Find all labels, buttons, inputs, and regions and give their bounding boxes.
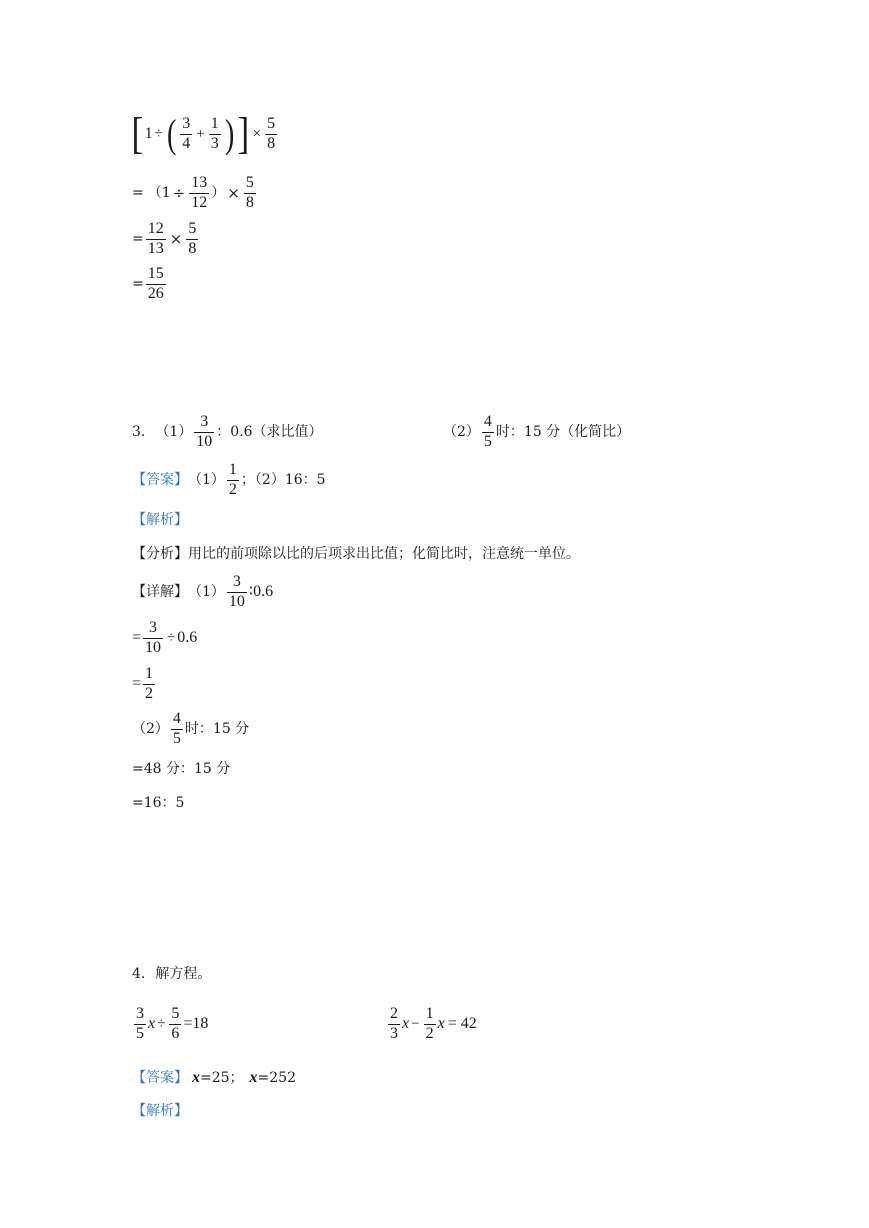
variable-x: x <box>148 1015 156 1033</box>
fraction-5-8: $\frac{5}{8}$ <box>267 114 276 152</box>
answer-rest: ；（2）16：5 <box>240 472 326 489</box>
fraction-3-10: $\frac{3}{10}$ <box>228 573 245 610</box>
fraction-1-2: $\frac{1}{2}$ <box>228 461 237 498</box>
divide-sign: ÷ <box>157 1015 166 1032</box>
equals-sign: = <box>132 185 144 202</box>
fraction-15-26: $\frac{15}{26}$ <box>147 265 164 302</box>
decimal-value: 0.6 <box>177 629 198 647</box>
fenxi-text: 用比的前项除以比的后项求出比值；化简比时，注意统一单位。 <box>188 546 580 562</box>
divide-sign: ÷ <box>172 183 186 202</box>
fraction-3-4: $\frac{3}{4}$ <box>182 114 191 152</box>
detail-line-6: =16：5 <box>132 795 185 811</box>
minus-sign: − <box>411 1015 420 1032</box>
answer-tag: 【答案】 <box>132 472 188 489</box>
answer-line <box>132 462 326 499</box>
answer-tag: 【答案】 <box>132 1070 188 1086</box>
variable-x: x <box>437 1015 445 1033</box>
detail-line-4 <box>132 711 249 748</box>
left-paren: ( <box>166 111 177 156</box>
variable-x: x <box>402 1015 410 1033</box>
answer-variable: x <box>249 1069 258 1086</box>
q4-answer-line <box>132 1070 296 1086</box>
part-1-prefix: （1） <box>155 424 193 441</box>
fraction-3-5: $\frac{3}{5}$ <box>136 1005 144 1042</box>
fraction-5-6: $\frac{5}{6}$ <box>171 1005 180 1042</box>
detail-line-5: =48 分：15 分 <box>132 761 231 777</box>
equals-sign: = <box>132 231 144 248</box>
question-number: 4. <box>132 966 146 982</box>
equals-sign: = <box>132 276 144 293</box>
question-title: 解方程。 <box>155 966 212 982</box>
right-paren: ) <box>224 111 235 156</box>
times-sign: × <box>252 125 262 142</box>
right-square-bracket: ] <box>237 109 250 158</box>
detail-prefix: （1） <box>188 584 225 601</box>
expr-line-1 <box>130 109 279 158</box>
q4-analysis-tag: 【解析】 <box>132 1103 188 1119</box>
question-3-line <box>132 414 323 451</box>
answer-part-1: （1） <box>188 472 225 489</box>
detail-suffix: ∶0.6 <box>248 583 274 601</box>
fraction-3-10: $\frac{3}{10}$ <box>145 619 162 656</box>
answer-value-1: =25； <box>200 1070 244 1086</box>
part-2-suffix: 时：15 分（化简比） <box>495 424 631 441</box>
detail-line-1 <box>132 574 273 611</box>
expr-line-3 <box>132 221 200 258</box>
part-1-suffix: ：0.6（求比值） <box>216 424 323 441</box>
equals-sign: = <box>132 675 142 693</box>
equals-sign: = <box>132 629 142 647</box>
answer-value-2: =252 <box>257 1070 296 1086</box>
expr-line-2 <box>132 175 258 212</box>
fraction-5-8: $\frac{5}{8}$ <box>188 220 197 257</box>
answer-variable: x <box>192 1069 200 1086</box>
part-2-suffix: 时：15 分 <box>184 721 250 738</box>
fraction-3-10: $\frac{3}{10}$ <box>196 413 213 450</box>
equation-2 <box>386 1006 477 1043</box>
divide-sign: ÷ <box>154 125 163 142</box>
fraction-1-3: $\frac{1}{3}$ <box>210 114 219 152</box>
question-number: 3. <box>132 424 146 441</box>
fraction-2-3: $\frac{2}{3}$ <box>390 1005 398 1042</box>
equation-rhs: =18 <box>183 1015 209 1033</box>
fraction-4-5: $\frac{4}{5}$ <box>172 710 181 747</box>
analysis-tag: 【解析】 <box>132 512 188 528</box>
open-paren-one: （1 <box>147 185 171 202</box>
plus-sign: + <box>196 125 205 142</box>
question-3-part-2 <box>443 414 630 451</box>
fraction-1-2: $\frac{1}{2}$ <box>145 665 154 702</box>
part-2-prefix: （2） <box>443 424 480 441</box>
fraction-5-8: $\frac{5}{8}$ <box>245 174 254 211</box>
detail-line-2 <box>132 620 197 657</box>
question-4-line <box>132 967 211 981</box>
fraction-1-2: $\frac{1}{2}$ <box>425 1005 434 1042</box>
fraction-4-5: $\frac{4}{5}$ <box>483 413 492 450</box>
divide-sign: ÷ <box>167 629 176 646</box>
times-sign: × <box>227 183 240 202</box>
left-square-bracket: [ <box>131 109 144 158</box>
fraction-13-12: $\frac{13}{12}$ <box>191 174 208 211</box>
equation-rhs: = 42 <box>447 1015 477 1033</box>
fraction-12-13: $\frac{12}{13}$ <box>147 220 164 257</box>
close-paren: ） <box>211 185 226 202</box>
part-2-prefix: （2） <box>132 721 169 738</box>
expr-one: 1 <box>144 125 153 142</box>
detail-tag: 【详解】 <box>132 584 188 601</box>
fenxi-tag: 【分析】 <box>132 546 188 562</box>
detail-line-3 <box>132 666 157 703</box>
equation-1 <box>132 1006 208 1043</box>
expr-line-4 <box>132 266 168 303</box>
fenxi-line <box>132 547 580 561</box>
times-sign: × <box>169 229 183 248</box>
